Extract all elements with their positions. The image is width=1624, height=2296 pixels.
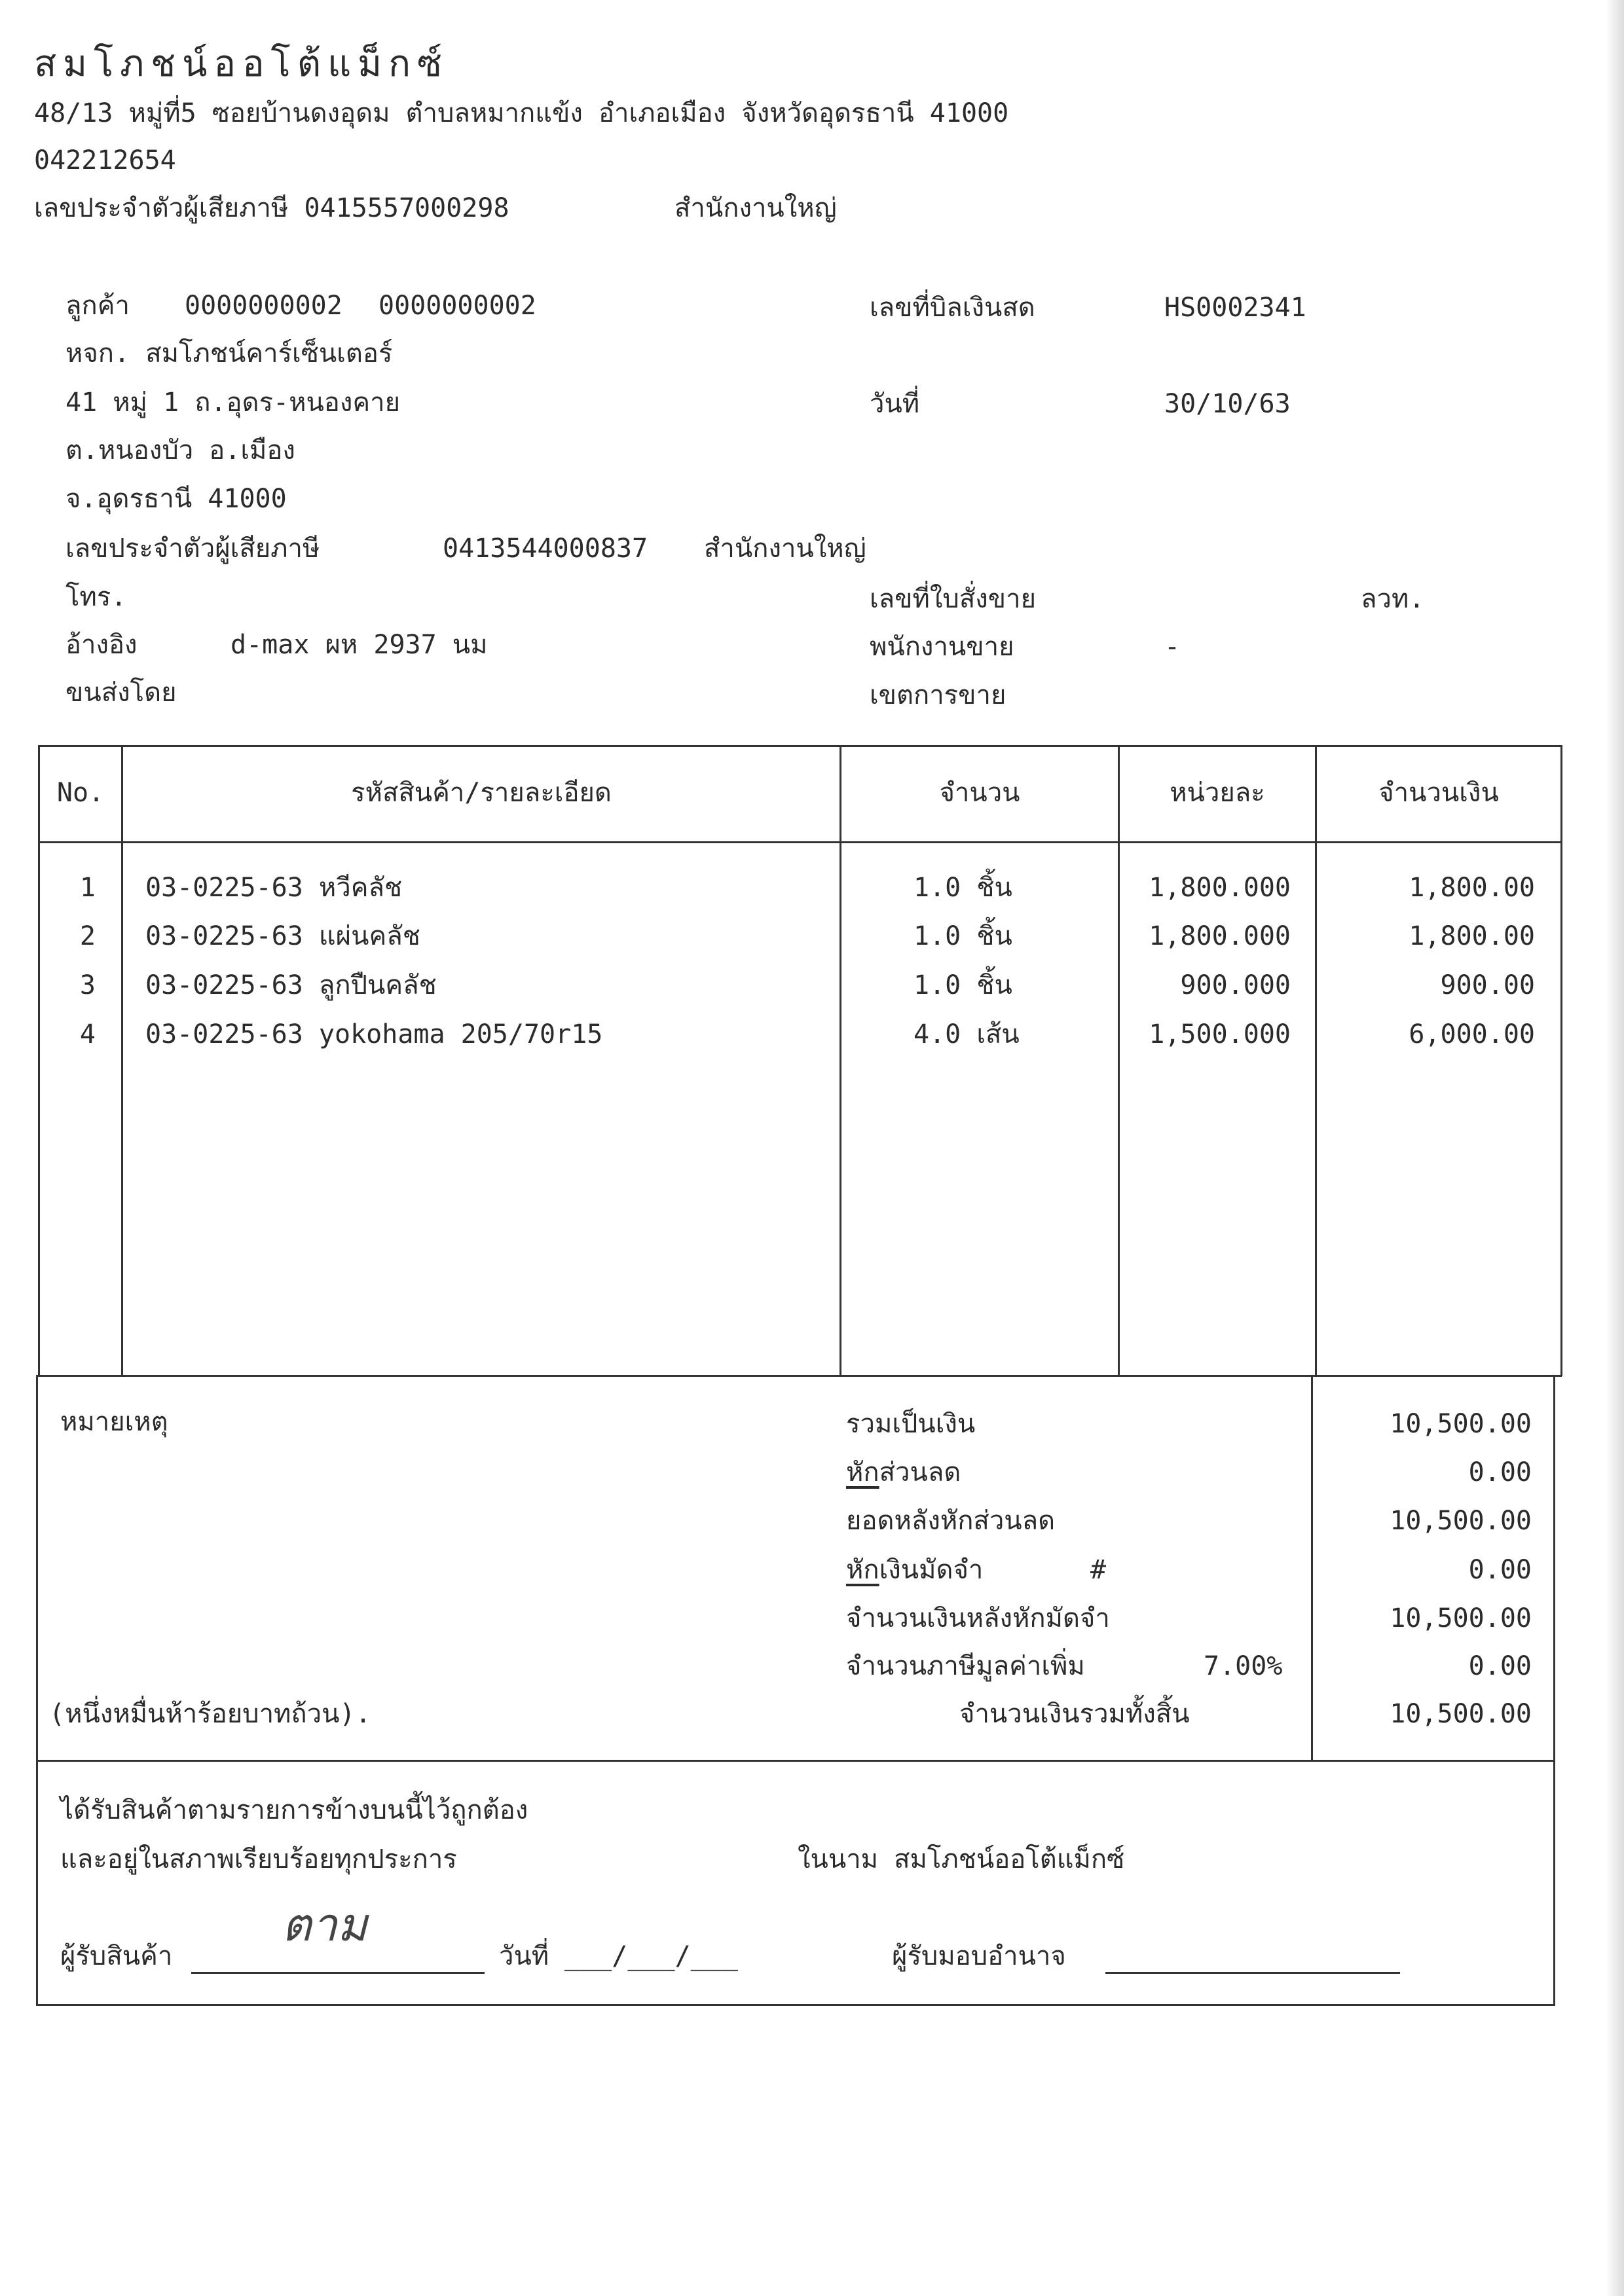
customer-phone-label: โทร. (65, 582, 127, 612)
receiver-signature: ตาม (282, 1898, 367, 1952)
row-amount: 1,800.00 (1409, 921, 1535, 951)
received-confirmation-1: ได้รับสินค้าตามรายการข้างบนนี้ไว้ถูกต้อง (60, 1795, 528, 1825)
receiver-signature-line (191, 1972, 485, 1974)
deposit-hash: # (1090, 1555, 1107, 1585)
after-deposit-label: จำนวนเงินหลังหักมัดจำ (846, 1603, 1110, 1633)
sales-area-label: เขตการขาย (870, 680, 1006, 710)
vat-label: จำนวนภาษีมูลค่าเพิ่ม (846, 1651, 1085, 1681)
authorized-label: ผู้รับมอบอำนาจ (892, 1941, 1066, 1971)
customer-tax-label: เลขประจำตัวผู้เสียภาษี (65, 534, 320, 564)
customer-address-1: 41 หมู่ 1 ถ.อุดร-หนองคาย (65, 388, 401, 418)
receive-date-label: วันที่ (499, 1941, 549, 1971)
row-description: 03-0225-63 ลูกปืนคลัช (145, 970, 437, 1000)
company-name: สมโภชน์ออโต้แม็กซ์ (34, 43, 449, 85)
remark-label: หมายเหตุ (60, 1407, 168, 1437)
row-amount: 1,800.00 (1409, 873, 1535, 903)
row-no: 2 (79, 921, 96, 951)
header-description: รหัสสินค้า/รายละเอียด (351, 778, 612, 808)
vat-rate: 7.00% (1204, 1651, 1283, 1681)
deposit-value: 0.00 (1468, 1555, 1532, 1585)
reference-value: d-max ผห 2937 นม (231, 630, 488, 660)
customer-tax-id: 0413544000837 (443, 534, 648, 564)
bill-date-label: วันที่ (870, 389, 920, 419)
company-tax-id: เลขประจำตัวผู้เสียภาษี 0415557000298 (34, 193, 509, 223)
scan-edge-shadow (1606, 0, 1624, 2296)
bill-date: 30/10/63 (1164, 389, 1291, 419)
row-quantity: 1.0 ชิ้น (913, 873, 1012, 903)
header-quantity: จำนวน (939, 778, 1020, 808)
discount-value: 0.00 (1468, 1457, 1532, 1487)
receive-date-blank: ___/___/___ (564, 1941, 738, 1971)
deposit-label: หักเงินมัดจำ (846, 1555, 984, 1585)
row-no: 4 (79, 1019, 96, 1049)
on-behalf-of: ในนาม สมโภชน์ออโต้แม็กซ์ (798, 1844, 1125, 1874)
header-no: No. (56, 778, 105, 808)
row-no: 3 (79, 970, 96, 1000)
subtotal-label: รวมเป็นเงิน (846, 1409, 976, 1439)
row-quantity: 1.0 ชิ้น (913, 970, 1012, 1000)
row-amount: 900.00 (1440, 970, 1535, 1000)
row-description: 03-0225-63 แผ่นคลัช (145, 921, 420, 951)
customer-address-3: จ.อุดรธานี 41000 (65, 484, 287, 514)
authorized-signature-line (1105, 1972, 1400, 1974)
row-description: 03-0225-63 yokohama 205/70r15 (145, 1019, 603, 1049)
customer-code-1: 0000000002 (185, 291, 342, 321)
receiver-label: ผู้รับสินค้า (60, 1941, 173, 1971)
customer-address-2: ต.หนองบัว อ.เมือง (65, 435, 295, 465)
company-phone: 042212654 (34, 145, 176, 175)
header-unit-price: หน่วยละ (1170, 778, 1265, 808)
bill-no-label: เลขที่บิลเงินสด (870, 293, 1035, 323)
after-discount-value: 10,500.00 (1390, 1506, 1532, 1536)
sales-order-label: เลขที่ใบสั่งขาย (870, 584, 1037, 614)
row-quantity: 1.0 ชิ้น (913, 921, 1012, 951)
row-amount: 6,000.00 (1409, 1019, 1535, 1049)
row-no: 1 (79, 873, 96, 903)
bill-no: HS0002341 (1164, 293, 1306, 323)
amount-in-words: (หนึ่งหมื่นห้าร้อยบาทถ้วน). (49, 1699, 371, 1729)
salesperson-value: - (1164, 632, 1181, 662)
row-quantity: 4.0 เส้น (913, 1019, 1020, 1049)
received-confirmation-2: และอยู่ในสภาพเรียบร้อยทุกประการ (60, 1844, 457, 1874)
reference-label: อ้างอิง (65, 630, 138, 660)
row-description: 03-0225-63 หวีคลัช (145, 873, 403, 903)
company-address: 48/13 หมู่ที่5 ซอยบ้านดงอุดม ตำบลหมากแข้ง อำเภอเมือง จังหวัดอุดรธานี 41000 (34, 98, 1009, 128)
sales-order-suffix: ลวท. (1361, 584, 1425, 614)
customer-label: ลูกค้า (65, 291, 130, 321)
company-branch: สำนักงานใหญ่ (674, 193, 837, 223)
subtotal-value: 10,500.00 (1390, 1409, 1532, 1439)
vat-value: 0.00 (1468, 1651, 1532, 1681)
salesperson-label: พนักงานขาย (870, 632, 1014, 662)
grand-total-value: 10,500.00 (1390, 1699, 1532, 1729)
discount-label: หักส่วนลด (846, 1457, 961, 1487)
row-unit-price: 900.000 (1180, 970, 1291, 1000)
after-deposit-value: 10,500.00 (1390, 1603, 1532, 1633)
row-unit-price: 1,800.000 (1149, 921, 1291, 951)
shipping-label: ขนส่งโดย (65, 678, 177, 708)
customer-name: หจก. สมโภชน์คาร์เซ็นเตอร์ (65, 338, 393, 369)
grand-total-label: จำนวนเงินรวมทั้งสิ้น (959, 1699, 1190, 1729)
row-unit-price: 1,800.000 (1149, 873, 1291, 903)
after-discount-label: ยอดหลังหักส่วนลด (846, 1506, 1056, 1536)
row-unit-price: 1,500.000 (1149, 1019, 1291, 1049)
customer-code-2: 0000000002 (378, 291, 536, 321)
header-amount: จำนวนเงิน (1378, 778, 1499, 808)
customer-branch: สำนักงานใหญ่ (704, 534, 866, 564)
